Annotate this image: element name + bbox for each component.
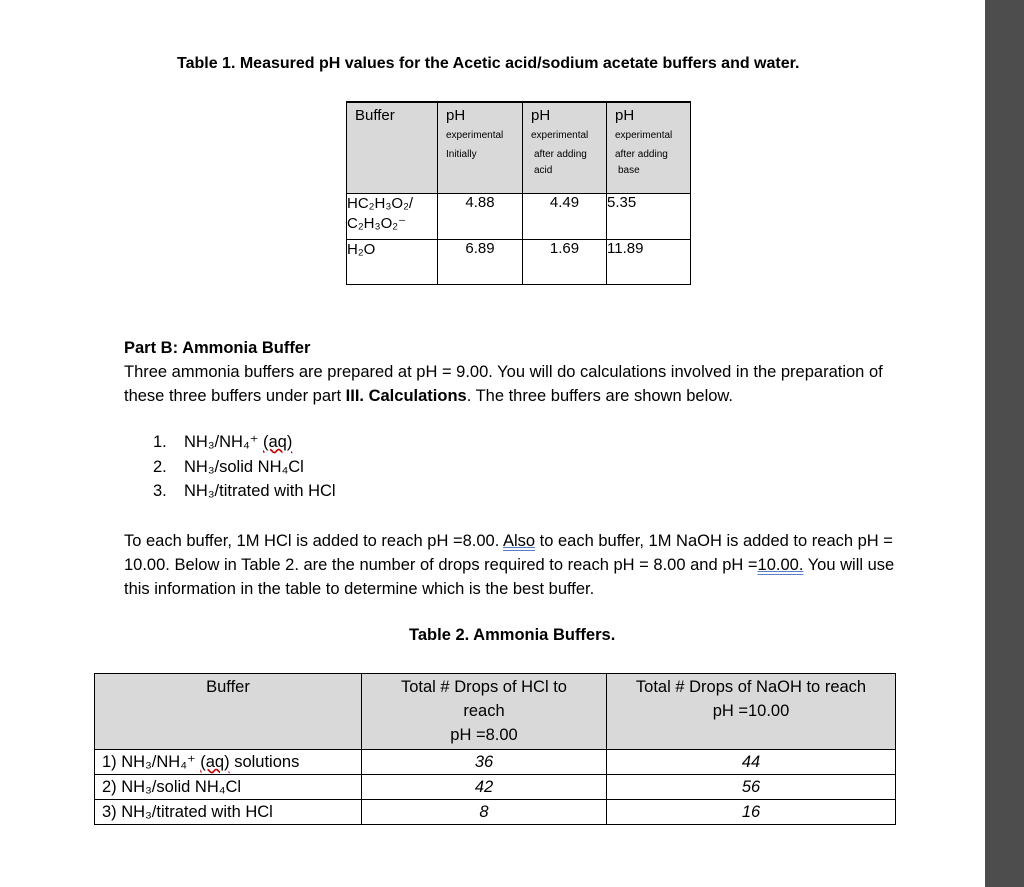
table1-cell-after-base: 11.89 — [607, 240, 691, 285]
list-item: 1. NH₃/NH₄⁺ (aq) — [153, 433, 293, 451]
table1-cell-after-base: 5.35 — [607, 194, 691, 240]
list-item: 3. NH₃/titrated with HCl — [153, 482, 336, 500]
table2-cell-naoh: 44 — [607, 750, 896, 775]
table2-header-hcl: Total # Drops of HCl to reach pH =8.00 — [362, 674, 607, 750]
table2-caption: Table 2. Ammonia Buffers. — [409, 626, 616, 644]
table2-cell-buffer: 3) NH₃/titrated with HCl — [95, 800, 362, 825]
table1-cell-initial: 4.88 — [438, 194, 523, 240]
table-row — [347, 194, 691, 240]
table2-ammonia-buffers — [94, 673, 896, 825]
table1-acetic-buffers — [346, 101, 691, 285]
table2-header-naoh: Total # Drops of NaOH to reach pH =10.00 — [607, 674, 896, 750]
table2-cell-naoh: 16 — [607, 800, 896, 825]
table2-cell-naoh: 56 — [607, 775, 896, 800]
list-item: 2. NH₃/solid NH₄Cl — [153, 457, 304, 476]
table1-cell-buffer: HC₂H₃O₂/ C₂H₃O₂⁻ — [347, 194, 438, 240]
buffer-list — [153, 430, 336, 504]
table-row — [95, 775, 896, 800]
procedure-paragraph: To each buffer, 1M HCl is added to reach pH =8.00. Also to each buffer, 1M NaOH is added to reach pH = 10.00. Below in Table 2. are the number of drops required to reach pH = 8.00 and pH =10.00. You will use this information in the table to determine which is the best buffer. — [124, 532, 895, 598]
table1-header-after-acid: pH experimental after adding acid — [523, 102, 607, 194]
table2-cell-hcl: 8 — [362, 800, 607, 825]
table2-cell-hcl: 36 — [362, 750, 607, 775]
table1-header-row — [347, 102, 691, 194]
table2-header-row — [95, 674, 896, 750]
table1-header-after-base: pH experimental after adding base — [607, 102, 691, 194]
table1-cell-initial: 6.89 — [438, 240, 523, 285]
partb-section — [124, 336, 914, 408]
table2-cell-buffer: 2) NH₃/solid NH₄Cl — [95, 775, 362, 800]
table-row — [95, 750, 896, 775]
table2-header-buffer: Buffer — [95, 674, 362, 750]
table1-caption: Table 1. Measured pH values for the Acetic acid/sodium acetate buffers and water. — [177, 55, 800, 72]
partb-title: Part B: Ammonia Buffer — [124, 339, 311, 357]
partb-paragraph: Three ammonia buffers are prepared at pH = 9.00. You will do calculations involved in the preparation of these three buffers under part III. Calculations. The three buffers are shown below. — [124, 363, 883, 405]
table1-cell-buffer: H₂O — [347, 240, 438, 285]
table2-cell-hcl: 42 — [362, 775, 607, 800]
table1-header-initial: pH experimental Initially — [438, 102, 523, 194]
table-row — [95, 800, 896, 825]
table1-header-buffer: Buffer — [347, 102, 438, 194]
table-row — [347, 240, 691, 285]
table2-cell-buffer: 1) NH₃/NH₄⁺ (aq) solutions — [95, 750, 362, 775]
table1-cell-after-acid: 4.49 — [523, 194, 607, 240]
window-scrollbar[interactable] — [985, 0, 1024, 887]
table1-cell-after-acid: 1.69 — [523, 240, 607, 285]
